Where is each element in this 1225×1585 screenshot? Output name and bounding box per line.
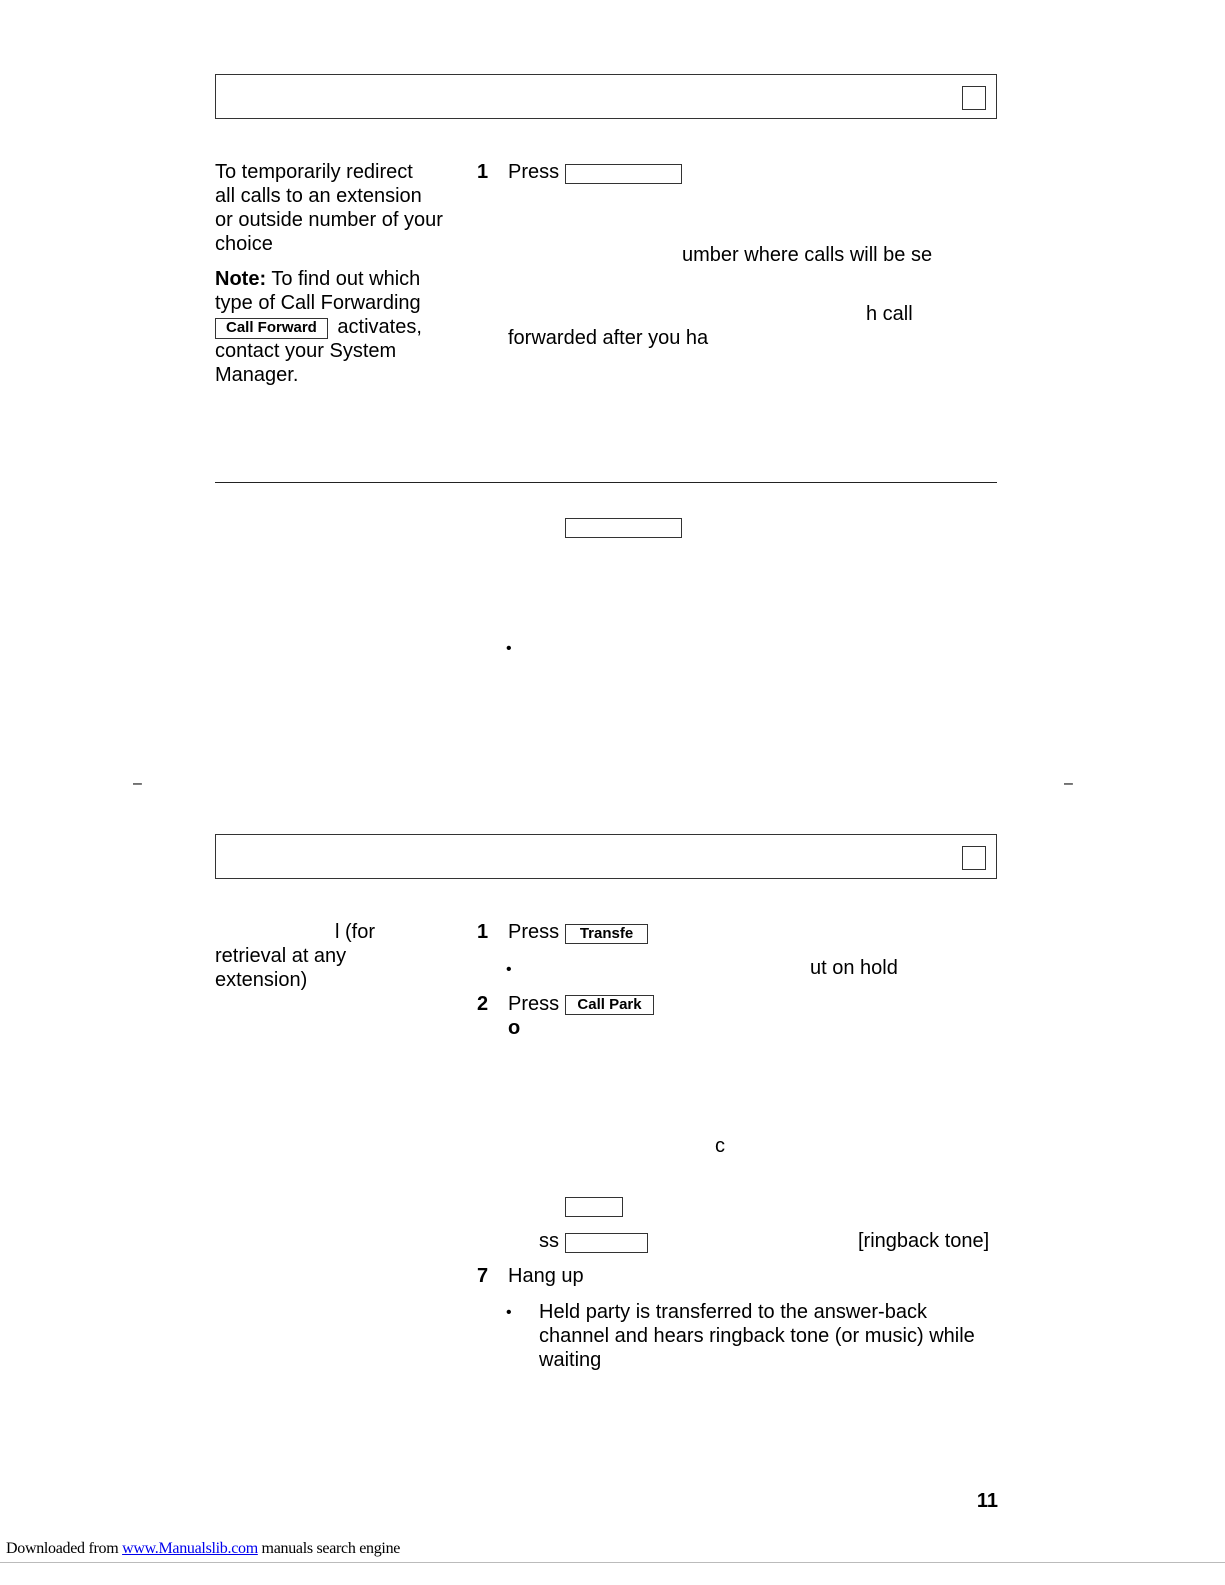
call-forward-note — [215, 267, 422, 387]
manualslib-link[interactable]: www.Manualslib.com — [122, 1540, 258, 1557]
intro-line: or outside number of your — [215, 209, 443, 231]
feature-key-button — [565, 518, 682, 538]
bullet-icon: • — [506, 640, 512, 657]
step-number: 1 — [477, 921, 489, 943]
text-fragment: umber where calls will be se — [682, 244, 933, 266]
download-footer — [6, 1540, 400, 1558]
page-number: 11 — [976, 1490, 998, 1512]
text-fragment: h call — [866, 303, 913, 325]
note-line: Manager. — [215, 364, 299, 386]
intro-line: To temporarily redirect — [215, 161, 413, 183]
footer-prefix: Downloaded from — [6, 1540, 119, 1557]
section-header-box — [215, 74, 997, 119]
step-text: Hang up — [508, 1265, 584, 1287]
call-forward-key: Call Forward — [215, 318, 328, 339]
feature-key-button — [565, 1197, 623, 1217]
intro-line: choice — [215, 233, 273, 255]
section-checkbox-icon — [962, 86, 986, 110]
ringback-tone-label: [ringback tone] — [858, 1230, 990, 1252]
intro-line: all calls to an extension — [215, 185, 422, 207]
section-checkbox-icon — [962, 846, 986, 870]
intro-line: retrieval at any — [215, 945, 347, 967]
bullet-icon: • — [506, 961, 512, 978]
note-line: activates, — [337, 316, 422, 338]
step-number: 7 — [477, 1265, 489, 1287]
bullet-text: Held party is transferred to the answer-back channel and hears ringback tone (or music) while waiting — [539, 1301, 975, 1371]
section-divider — [215, 482, 997, 483]
note-line: To find out which — [271, 268, 421, 290]
step-text: Press — [508, 161, 560, 183]
footer-divider — [0, 1562, 1225, 1563]
feature-key-button — [565, 1233, 648, 1253]
intro-line: l (for — [335, 921, 375, 943]
note-line: contact your System — [215, 340, 397, 362]
transfer-key: Transfe — [565, 924, 648, 944]
call-forward-description — [215, 160, 443, 256]
step-number: 2 — [477, 993, 489, 1015]
bullet-icon: • — [506, 1304, 512, 1321]
text-fragment: forwarded after you ha — [508, 327, 709, 349]
note-line: type of Call Forwarding — [215, 292, 421, 314]
feature-key-button — [565, 164, 682, 184]
margin-dash: – — [133, 775, 142, 792]
step-text: Press — [508, 993, 560, 1015]
section-header-box — [215, 834, 997, 879]
intro-line: extension) — [215, 969, 308, 991]
step-text: Press — [508, 921, 560, 943]
text-fragment: c — [715, 1135, 725, 1157]
margin-dash: – — [1064, 775, 1073, 792]
text-fragment: ss — [539, 1230, 559, 1252]
text-fragment: o — [508, 1017, 521, 1039]
call-park-key: Call Park — [565, 995, 654, 1015]
note-label: Note: — [215, 268, 267, 290]
text-fragment: ut on hold — [810, 957, 898, 979]
footer-suffix: manuals search engine — [261, 1540, 401, 1557]
step-number: 1 — [477, 161, 489, 183]
